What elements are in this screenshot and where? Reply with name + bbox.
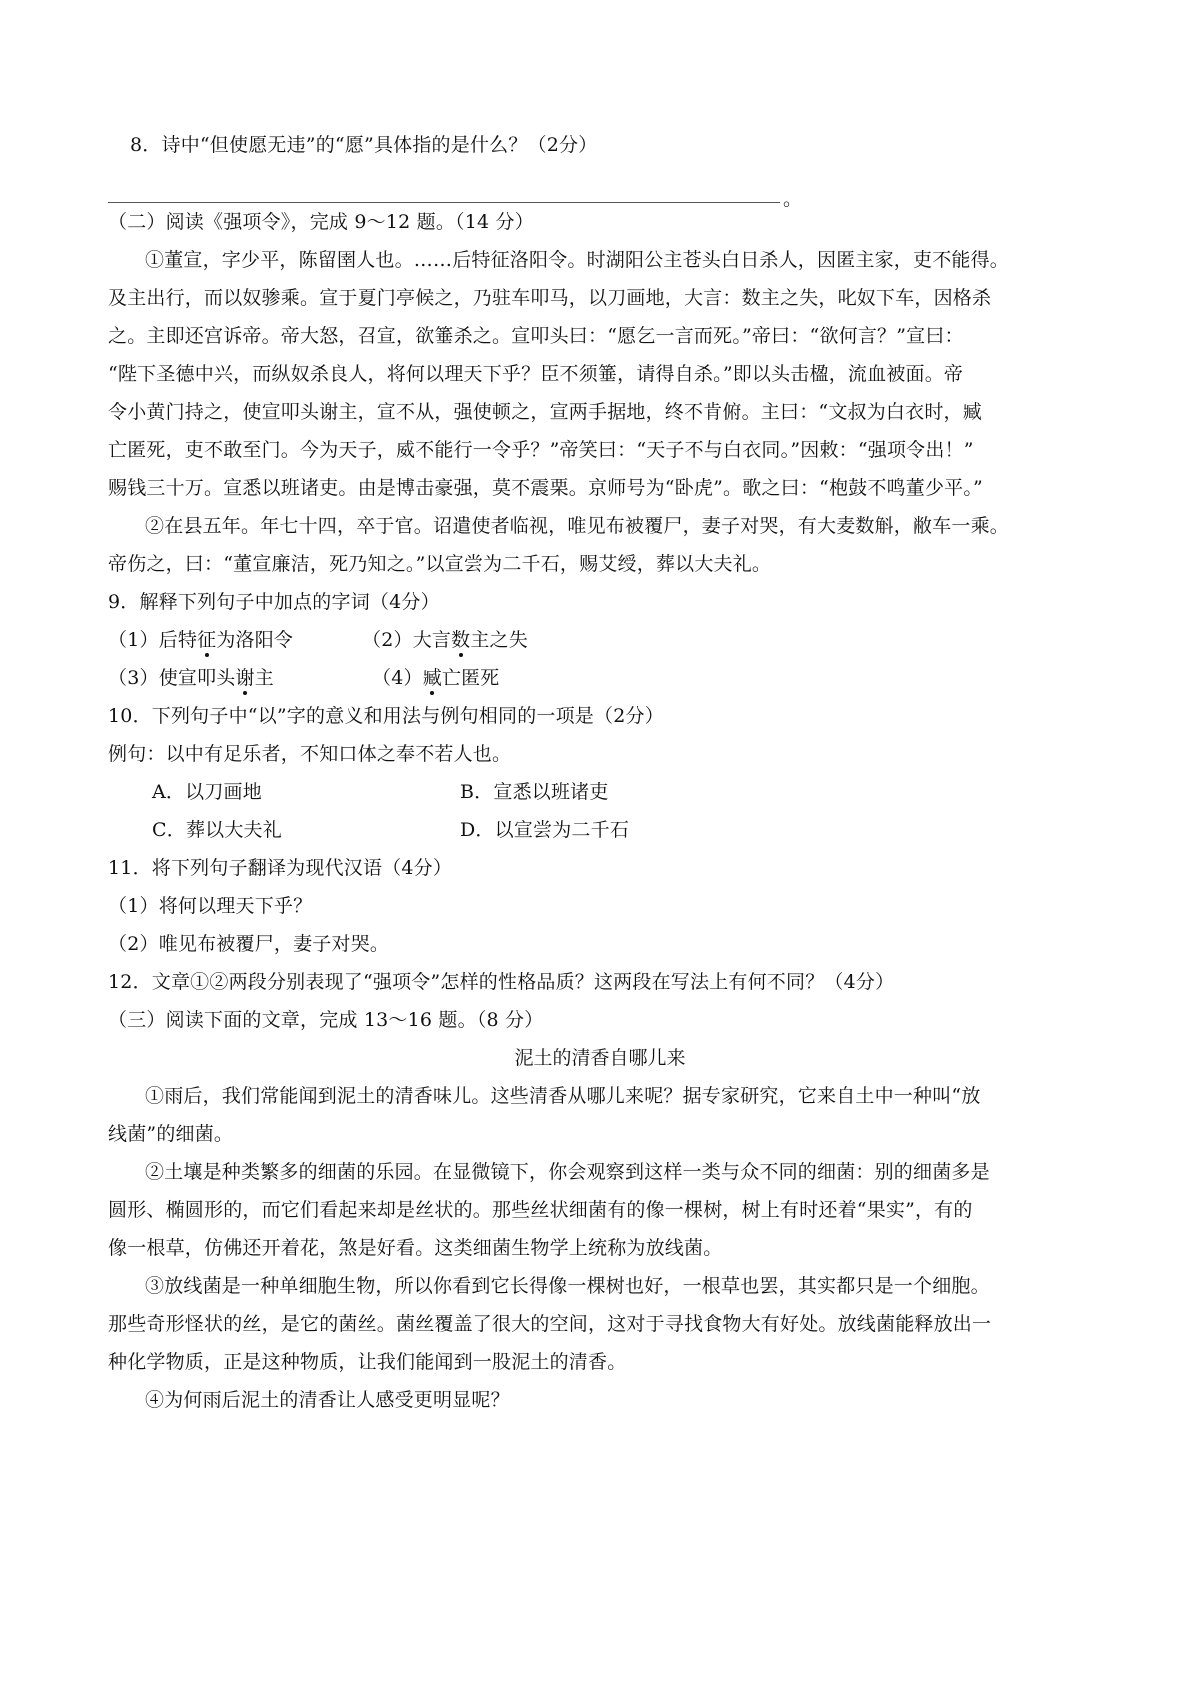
q9-item-num: （3） [108,667,159,689]
dotted-word: 数 [451,629,471,651]
q9-item-3 [108,665,274,691]
passage-line: 令小黄门持之，使宣叩头谢主，宣不从，强使顿之，宣两手据地，终不肯俯。主曰：“文叔为白衣时，臧 [108,401,982,423]
q9-item-4 [372,665,500,691]
passage-line: 及主出行，而以奴骖乘。宣于夏门亭候之，乃驻车叩马，以刀画地，大言：数主之失，叱奴下车，因格杀 [108,287,992,309]
answer-period: 。 [783,188,803,210]
passage-line: 赐钱三十万。宣悉以班诸吏。由是博击豪强，莫不震栗。京师号为“卧虎”。歌之曰：“枹鼓不鸣董少平。” [108,477,983,499]
passage-line: ②在县五年。年七十四，卒于官。诏遣使者临视，唯见布被覆尸，妻子对哭，有大麦数斛，敝车一乘。 [145,515,1010,537]
article-line: ②土壤是种类繁多的细菌的乐园。在显微镜下，你会观察到这样一类与众不同的细菌：别的细菌多是 [145,1161,990,1183]
q9-item-text: 主之失 [470,629,528,651]
q9-item-num: （4） [372,667,423,689]
article-line: ③放线菌是一种单细胞生物，所以你看到它长得像一棵树也好，一根草也罢，其实都只是一个细胞。 [145,1275,990,1297]
q10-option-a: A．以刀画地 [152,781,262,803]
q10-example: 例句：以中有足乐者，不知口体之奉不若人也。 [108,743,512,765]
q10-option-d: D．以宣尝为二千石 [460,819,630,841]
q9-question: 9．解释下列句子中加点的字词（4分） [108,591,440,613]
article-title: 泥土的清香自哪儿来 [514,1047,686,1069]
q11-question: 11．将下列句子翻译为现代汉语（4分） [108,857,453,879]
q10-option-b: B．宣悉以班诸吏 [460,781,609,803]
section3-header: （三）阅读下面的文章，完成 13～16 题。（8 分） [108,1009,544,1031]
passage-line: ①董宣，字少平，陈留圉人也。……后特征洛阳令。时湖阳公主苍头白日杀人，因匿主家，吏不能得。 [145,249,1010,271]
q9-item-text: 为洛阳令 [216,629,294,651]
dotted-word: 谢 [235,667,255,689]
article-line: 种化学物质，正是这种物质，让我们能闻到一股泥土的清香。 [108,1351,627,1373]
article-line: 圆形、椭圆形的，而它们看起来却是丝状的。那些丝状细菌有的像一棵树，树上有时还着“果实”，有的 [108,1199,973,1221]
q9-item-2 [362,627,528,653]
section2-header: （二）阅读《强项令》，完成 9～12 题。（14 分） [108,211,534,233]
article-line: ④为何雨后泥土的清香让人感受更明显呢？ [145,1389,510,1411]
dotted-word: 征 [197,629,217,651]
q9-item-text: 主 [254,667,274,689]
article-line: 线菌”的细菌。 [108,1123,234,1145]
q9-item-text: 使宣叩头 [158,667,236,689]
q10-option-c: C．葬以大夫礼 [152,819,282,841]
article-line: 那些奇形怪状的丝，是它的菌丝。菌丝覆盖了很大的空间，这对于寻找食物大有好处。放线菌能释放出一 [108,1313,992,1335]
passage-line: 之。主即还宫诉帝。帝大怒，召宣，欲箠杀之。宣叩头曰：“愿乞一言而死。”帝曰：“欲何言？”宣曰： [108,325,964,347]
q9-item-num: （2） [362,629,413,651]
article-line: ①雨后，我们常能闻到泥土的清香味儿。这些清香从哪儿来呢？据专家研究，它来自土中一种叫“放 [145,1085,981,1107]
q9-item-text: 后特 [158,629,198,651]
q11-item-1: （1）将何以理天下乎？ [108,895,313,917]
q9-item-1 [108,627,293,653]
passage-line: “陛下圣德中兴，而纵奴杀良人，将何以理天下乎？臣不须箠，请得自杀。”即以头击楹，流血被面。帝 [108,363,964,385]
dotted-word: 臧 [422,667,442,689]
passage-line: 帝伤之，曰：“董宣廉洁，死乃知之。”以宣尝为二千石，赐艾绶，葬以大夫礼。 [108,553,772,575]
q9-item-text: 大言 [412,629,452,651]
q9-item-num: （1） [108,629,159,651]
article-line: 像一根草，仿佛还开着花，煞是好看。这类细菌生物学上统称为放线菌。 [108,1237,723,1259]
q9-item-text: 亡匿死 [441,667,500,689]
q11-item-2: （2）唯见布被覆尸，妻子对哭。 [108,933,390,955]
q8-question: 8．诗中“但使愿无违”的“愿”具体指的是什么？（2分） [130,134,598,156]
q12-question: 12．文章①②两段分别表现了“强项令”怎样的性格品质？这两段在写法上有何不同？（4分） [108,971,895,993]
q10-question: 10．下列句子中“以”字的意义和用法与例句相同的一项是（2分） [108,705,664,727]
answer-blank-line [108,202,780,203]
passage-line: 亡匿死，吏不敢至门。今为天子，威不能行一令乎？”帝笑曰：“天子不与白衣同。”因敕：“强项令出！” [108,439,974,461]
